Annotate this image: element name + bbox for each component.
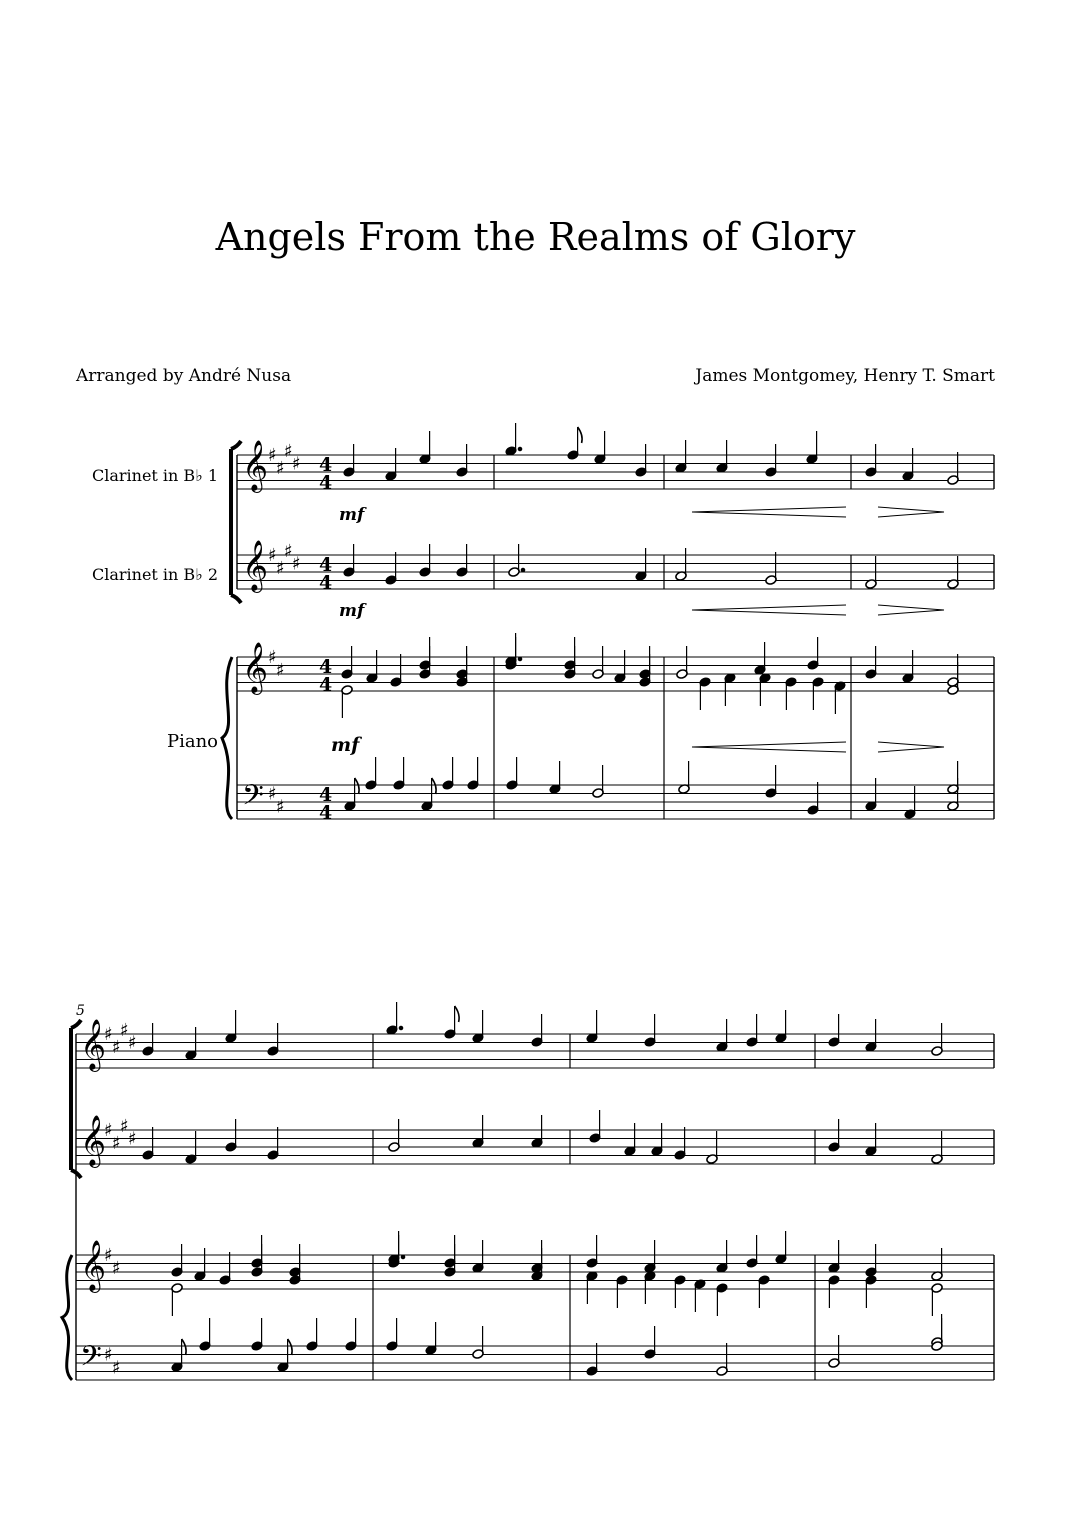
treble-clef: 𝄞 xyxy=(242,440,269,491)
key-signature-sharp: ♯ xyxy=(292,553,301,575)
instrument-label-piano: Piano xyxy=(166,731,218,752)
note-flag xyxy=(182,1339,187,1355)
crescendo-hairpin xyxy=(692,610,846,615)
dynamic-marking: mf xyxy=(339,601,365,621)
key-signature-sharp: ♯ xyxy=(128,1032,137,1054)
key-signature-sharp: ♯ xyxy=(104,1120,113,1141)
crescendo-hairpin xyxy=(692,747,846,752)
augmentation-dot xyxy=(521,568,525,572)
time-signature: 4 xyxy=(319,572,333,594)
decrescendo-hairpin xyxy=(878,512,944,517)
key-signature-sharp: ♯ xyxy=(120,1115,129,1137)
time-signature: 4 xyxy=(319,802,333,824)
time-signature: 4 xyxy=(319,674,333,696)
bass-clef: 𝄢 xyxy=(242,779,264,819)
treble-clef: 𝄞 xyxy=(242,642,269,693)
key-signature-sharp: ♯ xyxy=(104,1344,113,1366)
key-signature-sharp: ♯ xyxy=(284,440,293,462)
key-signature-sharp: ♯ xyxy=(120,1019,129,1041)
bass-clef: 𝄢 xyxy=(80,1340,102,1380)
note-flag xyxy=(455,1006,460,1022)
note-flag xyxy=(432,778,437,794)
note-flag xyxy=(578,427,583,443)
instrument-label-clarinet-1: Clarinet in B♭ 1 xyxy=(91,466,218,485)
note-flag xyxy=(355,778,360,794)
crescendo-hairpin xyxy=(692,742,846,747)
key-signature-sharp: ♯ xyxy=(276,796,285,818)
key-signature-sharp: ♯ xyxy=(276,557,285,579)
key-signature-sharp: ♯ xyxy=(268,545,277,566)
time-signature: 4 xyxy=(319,554,333,576)
time-signature: 4 xyxy=(319,656,333,678)
page-title: Angels From the Realms of Glory xyxy=(215,215,856,259)
measure-number: 5 xyxy=(76,1003,85,1019)
treble-clef: 𝄞 xyxy=(242,540,269,591)
augmentation-dot xyxy=(401,1255,405,1259)
key-signature-sharp: ♯ xyxy=(112,1357,121,1379)
time-signature: 4 xyxy=(319,784,333,806)
instrument-label-clarinet-2: Clarinet in B♭ 2 xyxy=(91,565,218,584)
decrescendo-hairpin xyxy=(878,610,944,615)
piano-brace xyxy=(62,1255,72,1380)
augmentation-dot xyxy=(518,447,522,451)
time-signature: 4 xyxy=(319,454,333,476)
augmentation-dot xyxy=(518,657,522,661)
key-signature-sharp: ♯ xyxy=(292,453,301,475)
decrescendo-hairpin xyxy=(878,605,944,610)
key-signature-sharp: ♯ xyxy=(268,783,277,805)
dynamic-marking: mf xyxy=(331,734,360,756)
arranger-credit: Arranged by André Nusa xyxy=(76,366,292,386)
crescendo-hairpin xyxy=(692,512,846,517)
note-flag xyxy=(288,1339,293,1355)
key-signature-sharp: ♯ xyxy=(104,1024,113,1045)
staff-bracket xyxy=(231,441,241,603)
crescendo-hairpin xyxy=(692,507,846,512)
piano-brace xyxy=(222,657,232,819)
key-signature-sharp: ♯ xyxy=(112,1257,121,1279)
key-signature-sharp: ♯ xyxy=(112,1132,121,1154)
key-signature-sharp: ♯ xyxy=(276,457,285,479)
key-signature-sharp: ♯ xyxy=(128,1128,137,1150)
decrescendo-hairpin xyxy=(878,742,944,747)
composer-credit: James Montgomey, Henry T. Smart xyxy=(695,366,995,386)
key-signature-sharp: ♯ xyxy=(268,647,277,668)
key-signature-sharp: ♯ xyxy=(276,659,285,681)
treble-clef: 𝄞 xyxy=(80,1240,107,1291)
key-signature-sharp: ♯ xyxy=(284,540,293,562)
time-signature: 4 xyxy=(319,472,333,494)
treble-clef: 𝄞 xyxy=(80,1019,107,1070)
key-signature-sharp: ♯ xyxy=(112,1036,121,1058)
decrescendo-hairpin xyxy=(878,747,944,752)
crescendo-hairpin xyxy=(692,605,846,610)
dynamic-marking: mf xyxy=(339,505,365,525)
decrescendo-hairpin xyxy=(878,507,944,512)
key-signature-sharp: ♯ xyxy=(104,1245,113,1266)
treble-clef: 𝄞 xyxy=(80,1115,107,1166)
augmentation-dot xyxy=(399,1026,403,1030)
key-signature-sharp: ♯ xyxy=(268,445,277,466)
